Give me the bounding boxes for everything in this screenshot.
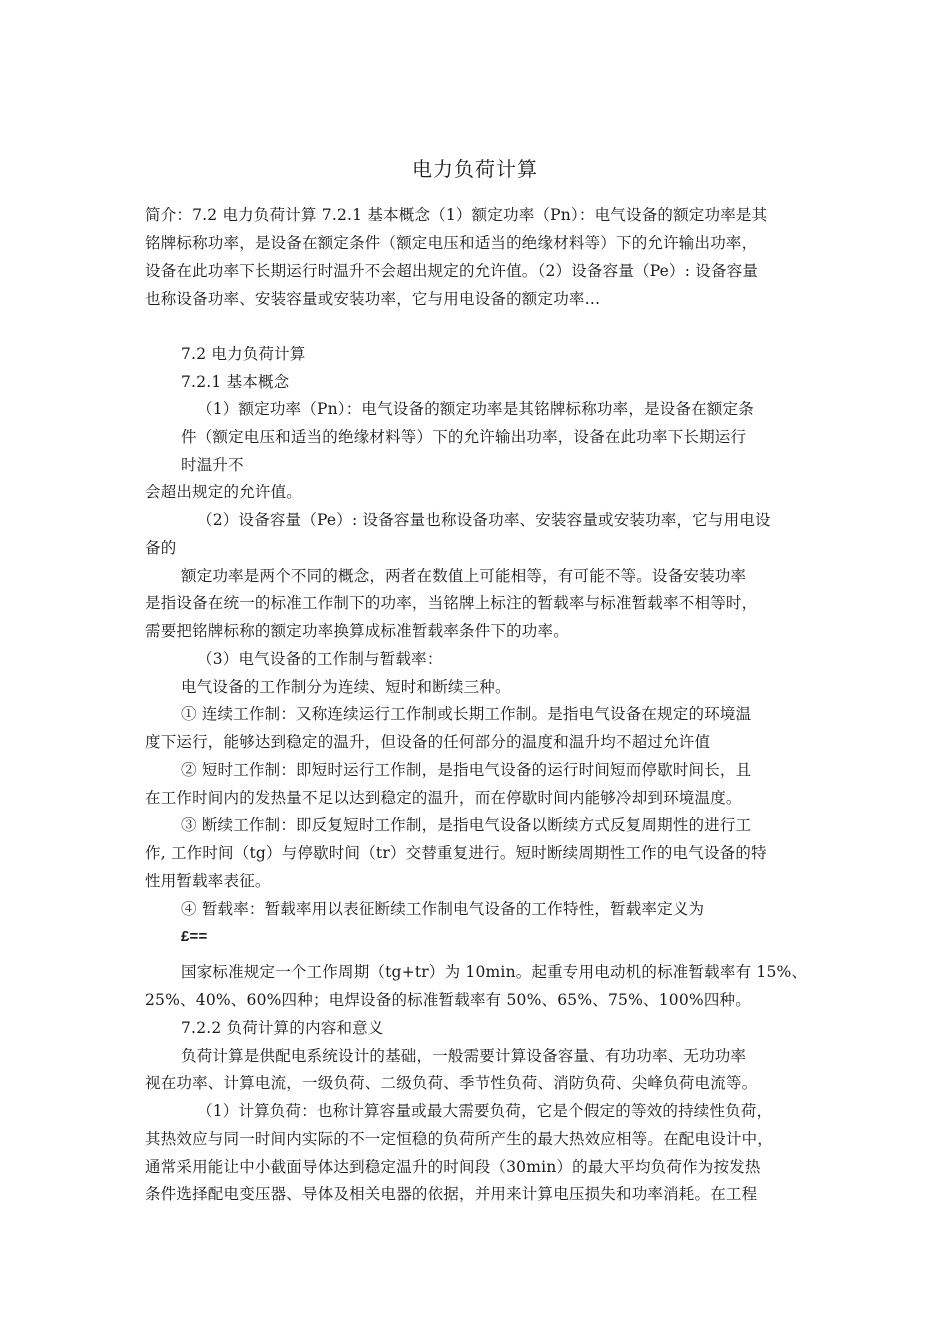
paragraph-line: 条件选择配电变压器、导体及相关电器的依据，并用来计算电压损失和功率消耗。在工程 (145, 1185, 758, 1203)
intro-line: 设备在此功率下长期运行时温升不会超出规定的允许值。（2）设备容量（Pe）: 设备容量 (145, 262, 759, 280)
paragraph-line: （2）设备容量（Pe）: 设备容量也称设备功率、安装容量或安装功率，它与用电设 (197, 511, 771, 529)
paragraph-line: （3）电气设备的工作制与暂载率： (197, 650, 443, 668)
paragraph-line: ② 短时工作制：即短时运行工作制，是指电气设备的运行时间短而停歇时间长，且 (181, 761, 752, 779)
paragraph-line: 时温升不 (181, 456, 244, 474)
paragraph-line: 在工作时间内的发热量不足以达到稳定的温升，而在停歇时间内能够冷却到环境温度。 (145, 789, 742, 807)
formula: £== (181, 928, 208, 945)
subsection-heading: 7.2.1 基本概念 (181, 373, 290, 391)
paragraph-line: （1）额定功率（Pn）：电气设备的额定功率是其铭牌标称功率，是设备在额定条 (197, 400, 754, 418)
paragraph-line: ③ 断续工作制：即反复短时工作制，是指电气设备以断续方式反复周期性的进行工 (181, 816, 752, 834)
paragraph-line: 额定功率是两个不同的概念，两者在数值上可能相等，有可能不等。设备安装功率 (181, 567, 747, 585)
paragraph-line: （1）计算负荷：也称计算容量或最大需要负荷，它是个假定的等效的持续性负荷， (197, 1102, 773, 1120)
paragraph-line: 作, 工作时间（tg）与停歇时间（tr）交替重复进行。短时断续周期性工作的电气设备的特 (145, 844, 767, 862)
subsection-heading: 7.2.2 负荷计算的内容和意义 (181, 1019, 384, 1037)
intro-line: 也称设备功率、安装容量或安装功率，它与用电设备的额定功率… (145, 290, 601, 308)
paragraph-line: 度下运行，能够达到稳定的温升，但设备的任何部分的温度和温升均不超过允许值 (145, 733, 711, 751)
paragraph-line: 件（额定电压和适当的绝缘材料等）下的允许输出功率，设备在此功率下长期运行 (181, 428, 747, 446)
paragraph-line: 通常采用能让中小截面导体达到稳定温升的时间段（30min）的最大平均负荷作为按发热 (145, 1158, 761, 1176)
paragraph-line: 是指设备在统一的标准工作制下的功率，当铭牌上标注的暂载率与标准暂载率不相等时， (145, 594, 758, 612)
paragraph-line: 负荷计算是供配电系统设计的基础，一般需要计算设备容量、有功功率、无功功率 (181, 1047, 747, 1065)
intro-line: 简介：7.2 电力负荷计算 7.2.1 基本概念（1）额定功率（Pn）：电气设备的额定功率是其 (145, 206, 768, 224)
paragraph-line: ① 连续工作制：又称连续运行工作制或长期工作制。是指电气设备在规定的环境温 (181, 705, 752, 723)
paragraph-line: 性用暂载率表征。 (145, 872, 271, 890)
paragraph-line: ④ 暂载率：暂载率用以表征断续工作制电气设备的工作特性，暂载率定义为 (181, 900, 705, 918)
section-heading: 7.2 电力负荷计算 (181, 345, 306, 363)
paragraph-line: 备的 (145, 539, 177, 557)
paragraph-line: 25%、40%、60%四种；电焊设备的标准暂载率有 50%、65%、75%、100%四种。 (145, 991, 751, 1009)
paragraph-line: 视在功率、计算电流，一级负荷、二级负荷、季节性负荷、消防负荷、尖峰负荷电流等。 (145, 1074, 758, 1092)
paragraph-line: 会超出规定的允许值。 (145, 483, 303, 501)
paragraph-line: 其热效应与同一时间内实际的不一定恒稳的负荷所产生的最大热效应相等。在配电设计中， (145, 1130, 774, 1148)
paragraph-line: 国家标准规定一个工作周期（tg+tr）为 10min。起重专用电动机的标准暂载率有 15%、 (181, 963, 808, 981)
page-title: 电力负荷计算 (412, 157, 538, 181)
intro-line: 铭牌标称功率，是设备在额定条件（额定电压和适当的绝缘材料等）下的允许输出功率， (145, 234, 758, 252)
paragraph-line: 电气设备的工作制分为连续、短时和断续三种。 (181, 678, 511, 696)
paragraph-line: 需要把铭牌标称的额定功率换算成标准暂载率条件下的功率。 (145, 622, 569, 640)
